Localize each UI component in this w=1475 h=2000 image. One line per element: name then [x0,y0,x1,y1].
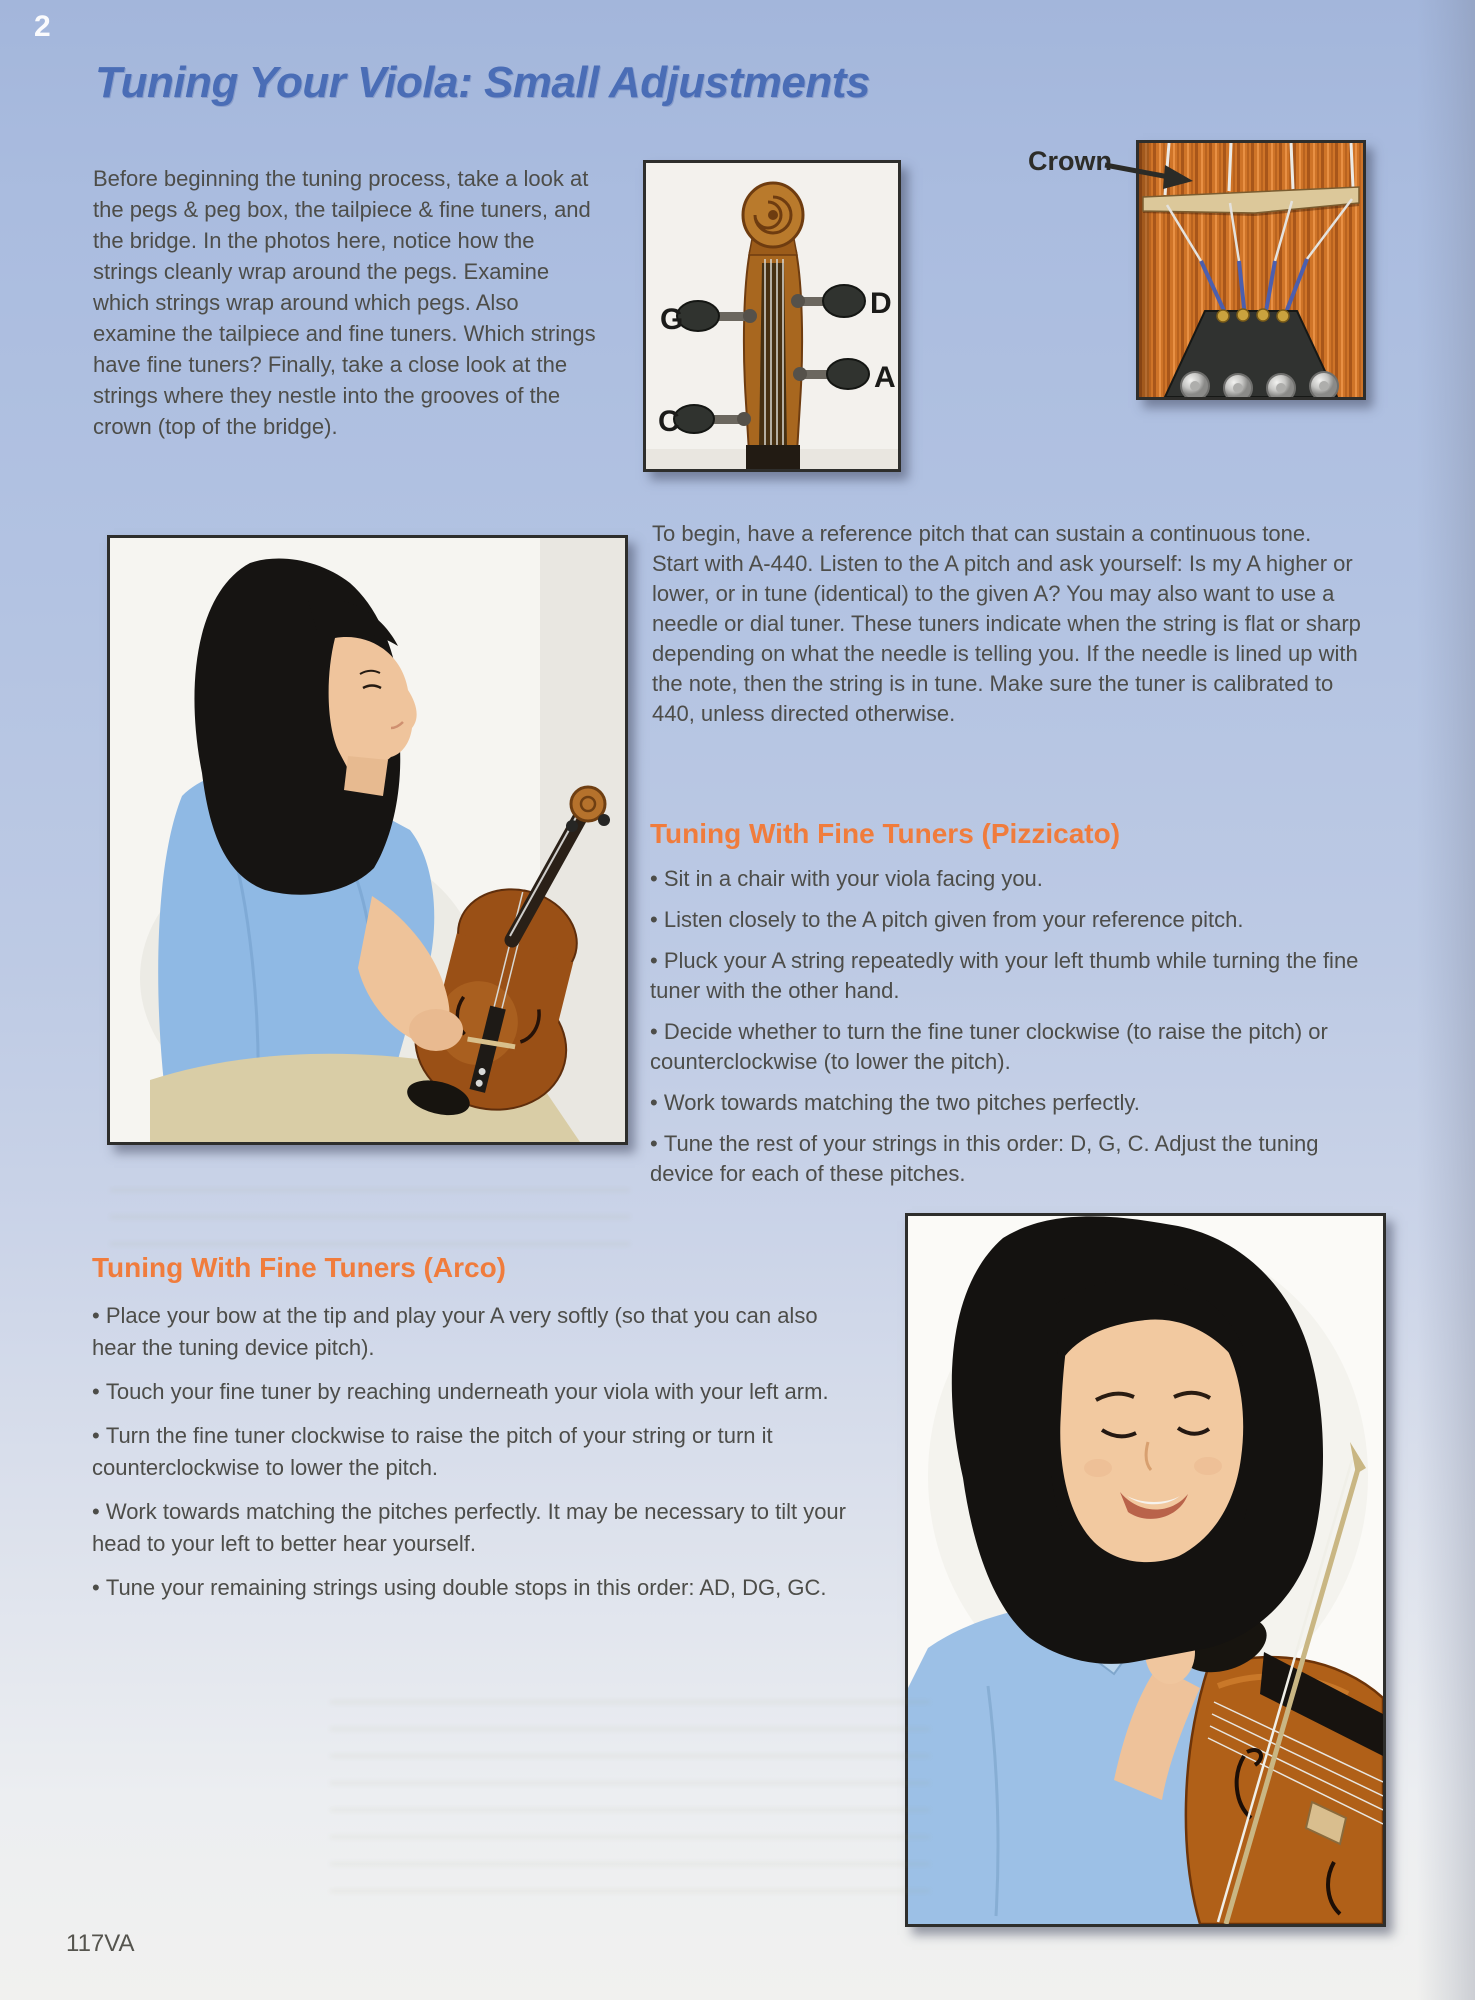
crown-arrow-icon [1103,153,1203,197]
string-label-g: G [660,303,684,336]
bullet-item: • Turn the fine tuner clockwise to raise the pitch of your string or turn it counterclockwise to lower the pitch. [92,1420,854,1484]
string-label-d: D [870,287,892,320]
viola-scroll-illustration [646,163,898,469]
arco-bullet-list [92,1300,854,1616]
bleed-through-artifact [330,1700,930,1900]
photo-girl-holding-viola [107,535,628,1145]
page-title: Tuning Your Viola: Small Adjustments [95,58,870,107]
page-number: 2 [34,10,51,43]
bullet-item: • Work towards matching the pitches perfectly. It may be necessary to tilt your head to your left to better hear yourself. [92,1496,854,1560]
bullet-item: • Pluck your A string repeatedly with your left thumb while turning the fine tuner with the other hand. [650,946,1360,1006]
bullet-item: • Touch your fine tuner by reaching underneath your viola with your left arm. [92,1376,854,1408]
bullet-item: • Decide whether to turn the fine tuner clockwise (to raise the pitch) or counterclockwise (to lower the pitch). [650,1017,1360,1077]
pizzicato-bullet-list [650,864,1360,1200]
string-label-c: C [658,405,680,438]
footer-code: 117VA [66,1930,135,1957]
bullet-item: • Tune the rest of your strings in this order: D, G, C. Adjust the tuning device for each of these pitches. [650,1129,1360,1189]
string-label-a: A [874,361,896,394]
bullet-item: • Tune your remaining strings using double stops in this order: AD, DG, GC. [92,1572,854,1604]
bullet-item: • Listen closely to the A pitch given from your reference pitch. [650,905,1360,935]
section-heading-pizzicato: Tuning With Fine Tuners (Pizzicato) [650,818,1121,849]
crown-callout-label: Crown [1028,146,1112,176]
bullet-item: • Sit in a chair with your viola facing you. [650,864,1360,894]
girl-playing-viola-illustration [908,1216,1383,1924]
intro-paragraph: Before beginning the tuning process, take a look at the pegs & peg box, the tailpiece & fine tuners, and the bridge. In the photos here, notice how the strings cleanly wrap around the pegs. Examine which strings wrap around which pegs. Also examine the tailpiece and fine tuners. Which strings have fine tuners? Finally, take a close look at the strings where they nestle into the grooves of the crown (top of the bridge). [93,166,596,439]
page-edge-shadow [1417,0,1475,2000]
bleed-through-artifact [110,1188,630,1248]
pegbox-photo [643,160,901,472]
reference-pitch-paragraph: To begin, have a reference pitch that can sustain a continuous tone. Start with A-440. Listen to the A pitch and ask yourself: Is my A higher or lower, or in tune (identical) to the given A? You may also want to use a needle or dial tuner. These tuners indicate when the string is flat or sharp depending on what the needle is telling you. If the needle is lined up with the note, then the string is in tune. Make sure the tuner is calibrated to 440, unless directed otherwise. [652,521,1361,726]
section-heading-arco: Tuning With Fine Tuners (Arco) [92,1252,506,1283]
bullet-item: • Work towards matching the two pitches perfectly. [650,1088,1360,1118]
photo-girl-playing-viola [905,1213,1386,1927]
bullet-item: • Place your bow at the tip and play your A very softly (so that you can also hear the tuning device pitch). [92,1300,854,1364]
girl-holding-viola-illustration [110,538,625,1142]
